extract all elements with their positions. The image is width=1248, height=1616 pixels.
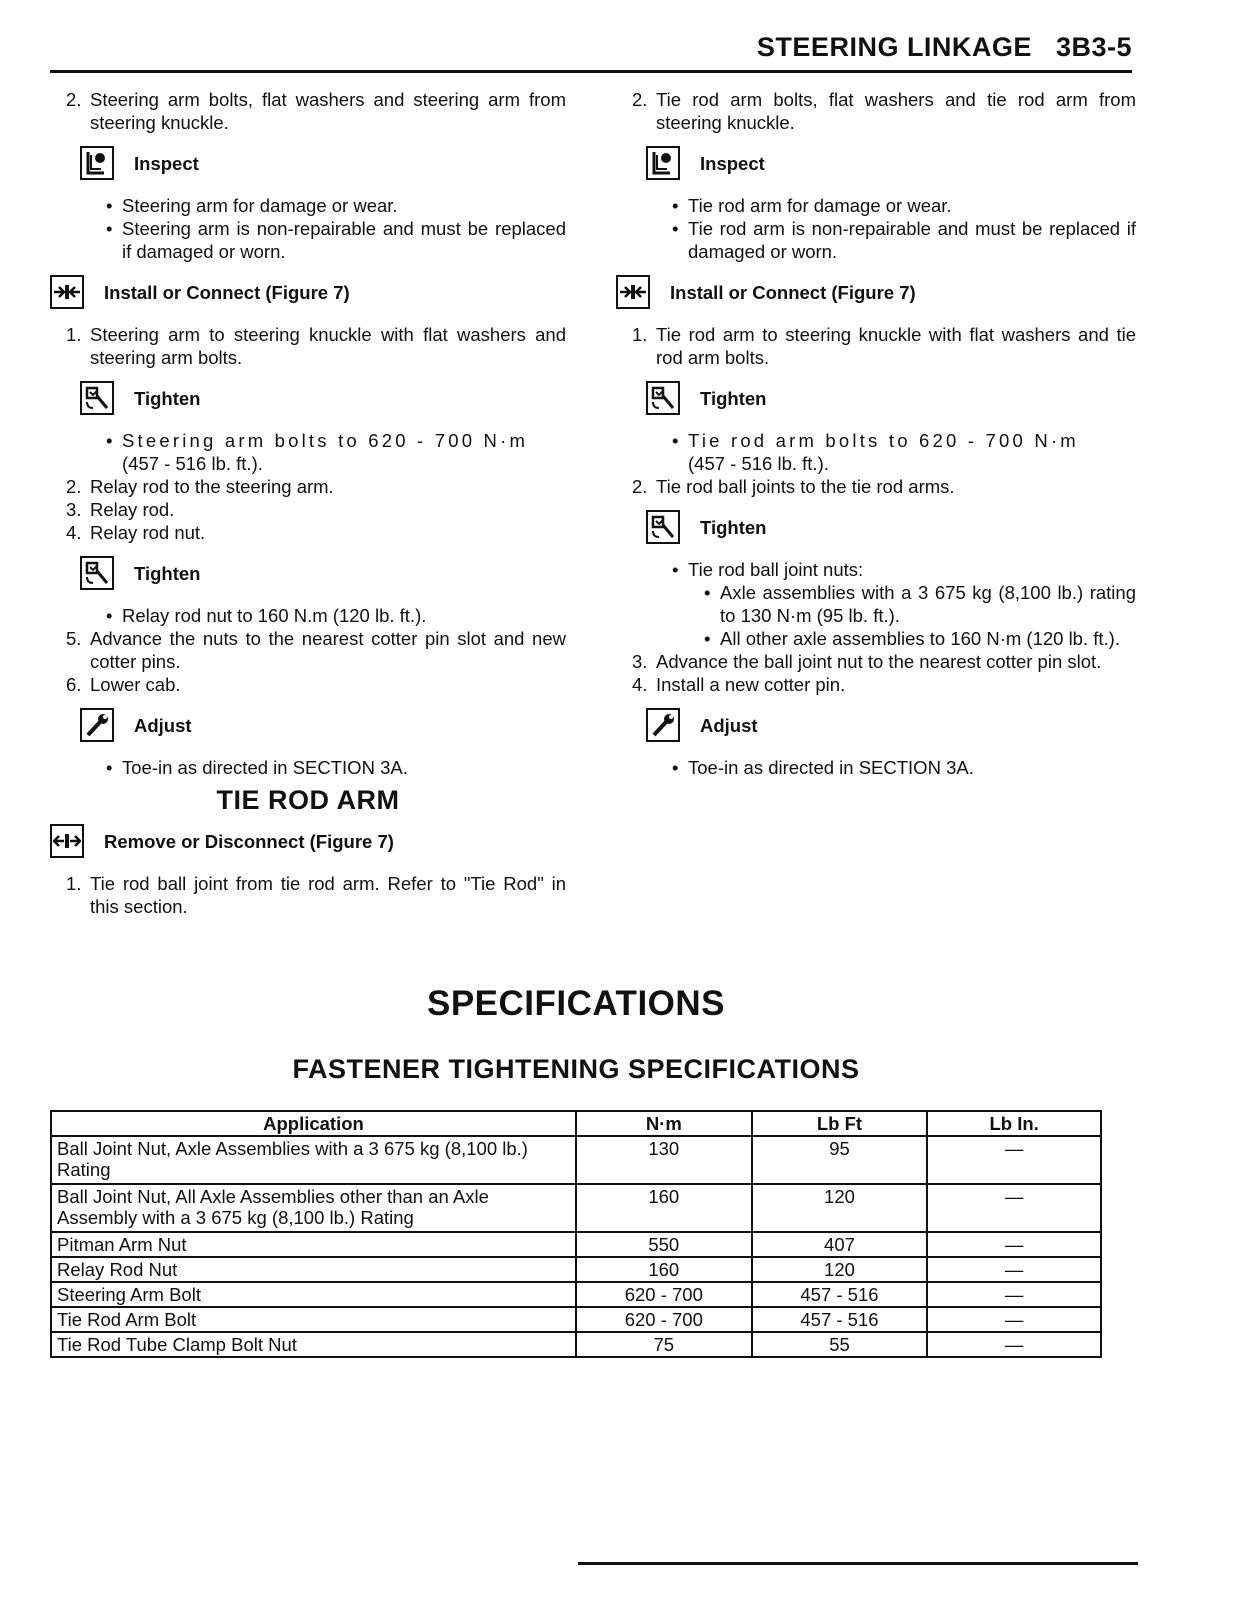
list-item: 5. Advance the nuts to the nearest cotter pin slot and new cotter pins. bbox=[66, 628, 566, 672]
list-item: • Steering arm for damage or wear. bbox=[106, 195, 398, 216]
list-item: • All other axle assemblies to 160 N·m (120 lb. ft.). bbox=[704, 628, 1120, 649]
tighten-heading: Tighten bbox=[50, 550, 566, 596]
table-header-row bbox=[51, 1111, 1101, 1136]
adjust-heading: Adjust bbox=[50, 702, 566, 748]
list-item: • Steering arm is non-repairable and must be replaced if damaged or worn. bbox=[106, 218, 566, 262]
table-row: Ball Joint Nut, Axle Assemblies with a 3 675 kg (8,100 lb.) Rating 130 95 — bbox=[51, 1136, 1101, 1184]
list-item: 1. Steering arm to steering knuckle with flat washers and steering arm bolts. bbox=[66, 324, 566, 368]
list-item: • Toe-in as directed in SECTION 3A. bbox=[672, 757, 974, 778]
list-item: • Toe-in as directed in SECTION 3A. bbox=[106, 757, 408, 778]
tighten-heading: Tighten bbox=[50, 375, 566, 421]
install-arrows-icon bbox=[616, 275, 650, 309]
list-item: 2. Tie rod ball joints to the tie rod arms. bbox=[632, 476, 955, 497]
section-subheading: TIE ROD ARM bbox=[216, 785, 400, 815]
list-item: 3. Relay rod. bbox=[66, 499, 175, 520]
list-item: 2. Steering arm bolts, flat washers and steering arm from steering knuckle. bbox=[66, 89, 566, 133]
inspect-heading: Inspect bbox=[616, 140, 1136, 186]
list-item: • Tie rod arm is non-repairable and must be replaced if damaged or worn. bbox=[672, 218, 1136, 262]
install-heading: Install or Connect (Figure 7) bbox=[616, 269, 1136, 315]
footer-rule bbox=[578, 1562, 1138, 1565]
right-column bbox=[616, 88, 1136, 779]
inspect-icon bbox=[646, 146, 680, 180]
list-item: • Axle assemblies with a 3 675 kg (8,100 lb.) rating to 130 N·m (95 lb. ft.). bbox=[704, 582, 1136, 626]
tighten-heading: Tighten bbox=[616, 375, 1136, 421]
list-item: • Tie rod arm bolts to 620 - 700 N·m (457 - 516 lb. ft.). bbox=[672, 430, 1079, 474]
table-row: Ball Joint Nut, All Axle Assemblies other than an Axle Assembly with a 3 675 kg (8,100 lb.) Rating 160 120 — bbox=[51, 1184, 1101, 1232]
list-item: 6. Lower cab. bbox=[66, 674, 181, 695]
list-item: 2. Relay rod to the steering arm. bbox=[66, 476, 334, 497]
inspect-icon bbox=[80, 146, 114, 180]
table-row: Relay Rod Nut 160 120 — bbox=[51, 1257, 1101, 1282]
fastener-specs-title: FASTENER TIGHTENING SPECIFICATIONS bbox=[292, 1054, 860, 1084]
torque-wrench-icon bbox=[646, 381, 680, 415]
list-item: 4. Install a new cotter pin. bbox=[632, 674, 846, 695]
list-item: 1. Tie rod arm to steering knuckle with flat washers and tie rod arm bolts. bbox=[632, 324, 1136, 368]
tighten-heading: Tighten bbox=[616, 504, 1136, 550]
list-item: 1. Tie rod ball joint from tie rod arm. Refer to "Tie Rod" in this section. bbox=[66, 873, 566, 917]
column-header: Application bbox=[51, 1111, 576, 1136]
column-header: Lb Ft bbox=[752, 1111, 928, 1136]
remove-heading: Remove or Disconnect (Figure 7) bbox=[50, 818, 566, 864]
wrench-icon bbox=[80, 708, 114, 742]
list-item: • Tie rod arm for damage or wear. bbox=[672, 195, 952, 216]
fastener-spec-table bbox=[50, 1110, 1102, 1358]
table-row: Tie Rod Tube Clamp Bolt Nut 75 55 — bbox=[51, 1332, 1101, 1357]
specifications-title: SPECIFICATIONS bbox=[426, 984, 726, 1023]
wrench-icon bbox=[646, 708, 680, 742]
adjust-heading: Adjust bbox=[616, 702, 1136, 748]
torque-wrench-icon bbox=[80, 556, 114, 590]
torque-wrench-icon bbox=[80, 381, 114, 415]
table-row: Steering Arm Bolt 620 - 700 457 - 516 — bbox=[51, 1282, 1101, 1307]
table-row: Pitman Arm Nut 550 407 — bbox=[51, 1232, 1101, 1257]
install-heading: Install or Connect (Figure 7) bbox=[50, 269, 566, 315]
install-arrows-icon bbox=[50, 275, 84, 309]
list-item: 3. Advance the ball joint nut to the nearest cotter pin slot. bbox=[632, 651, 1102, 672]
remove-arrows-icon bbox=[50, 824, 84, 858]
column-header: Lb In. bbox=[927, 1111, 1101, 1136]
list-item: • Tie rod ball joint nuts: bbox=[672, 559, 864, 580]
page-header bbox=[50, 32, 1132, 73]
list-item: 2. Tie rod arm bolts, flat washers and tie rod arm from steering knuckle. bbox=[632, 89, 1136, 133]
table-row: Tie Rod Arm Bolt 620 - 700 457 - 516 — bbox=[51, 1307, 1101, 1332]
list-item: • Steering arm bolts to 620 - 700 N·m (457 - 516 lb. ft.). bbox=[106, 430, 529, 474]
list-item: 4. Relay rod nut. bbox=[66, 522, 206, 543]
column-header: N·m bbox=[576, 1111, 752, 1136]
left-column bbox=[50, 88, 566, 918]
inspect-heading: Inspect bbox=[50, 140, 566, 186]
list-item: • Relay rod nut to 160 N.m (120 lb. ft.). bbox=[106, 605, 427, 626]
torque-wrench-icon bbox=[646, 510, 680, 544]
page-title: STEERING LINKAGE 3B3-5 bbox=[756, 32, 1132, 62]
